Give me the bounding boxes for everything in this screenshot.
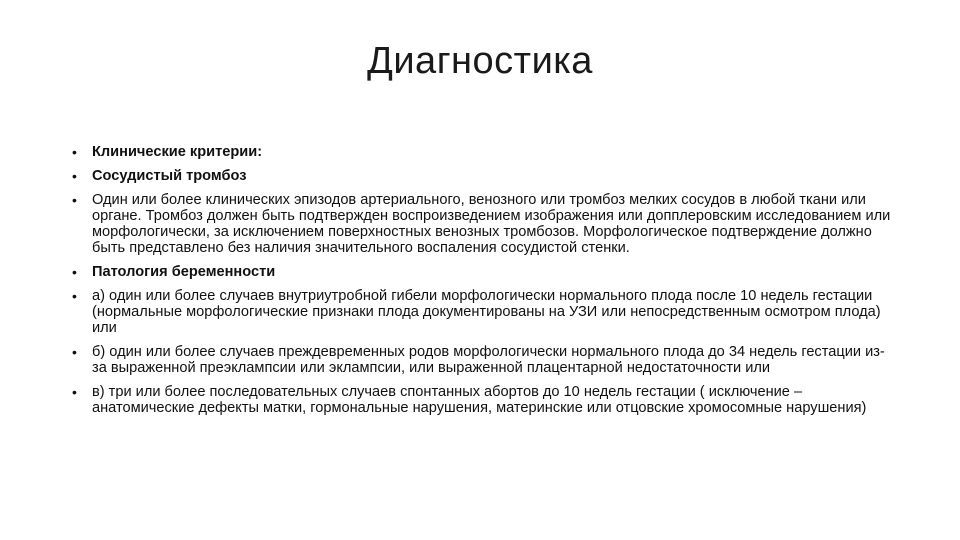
list-item [72,264,892,280]
bullet-icon: • [72,288,77,304]
list-item-text: Сосудистый тромбоз [92,168,247,184]
list-item-text: в) три или более последовательных случаев спонтанных абортов до 10 недель гестации ( исключение – анатомические дефекты матки, гормональные нарушения, материнские или отцовские хромосомные нарушения) [92,384,867,416]
list-item [72,192,892,256]
list-item [72,384,892,416]
bullet-icon: • [72,344,77,360]
slide-title: Диагностика [367,40,593,82]
list-item [72,288,892,336]
list-item [72,344,892,376]
bullet-icon: • [72,192,77,208]
list-item-text: Патология беременности [92,264,276,280]
bullet-icon: • [72,144,77,160]
list-item [72,168,892,184]
list-item-text: б) один или более случаев преждевременных родов морфологически нормального плода до 34 недель гестации из-за выраженной преэклампсии или эклампсии, или выраженной плацентарной недостаточности или [92,344,885,376]
list-item-text: Один или более клинических эпизодов артериального, венозного или тромбоз мелких сосудов в любой ткани или органе. Тромбоз должен быть подтвержден воспроизведением изображения или допплеровским исследованием или морфологически, за исключением поверхностных венозных тромбозов. Морфологическое подтверждение должно быть представлено без наличия значительного воспаления сосудистой стенки. [92,192,891,256]
bullet-icon: • [72,168,77,184]
list-item [72,144,892,160]
list-item-text: а) один или более случаев внутриутробной гибели морфологически нормального плода после 10 недель гестации (нормальные морфологические признаки плода документированы на УЗИ или непосредственным осмотром плода) или [92,288,881,336]
bullet-icon: • [72,384,77,400]
bullet-icon: • [72,264,77,280]
list-item-text: Клинические критерии: [92,144,263,160]
bullet-list [72,144,892,424]
